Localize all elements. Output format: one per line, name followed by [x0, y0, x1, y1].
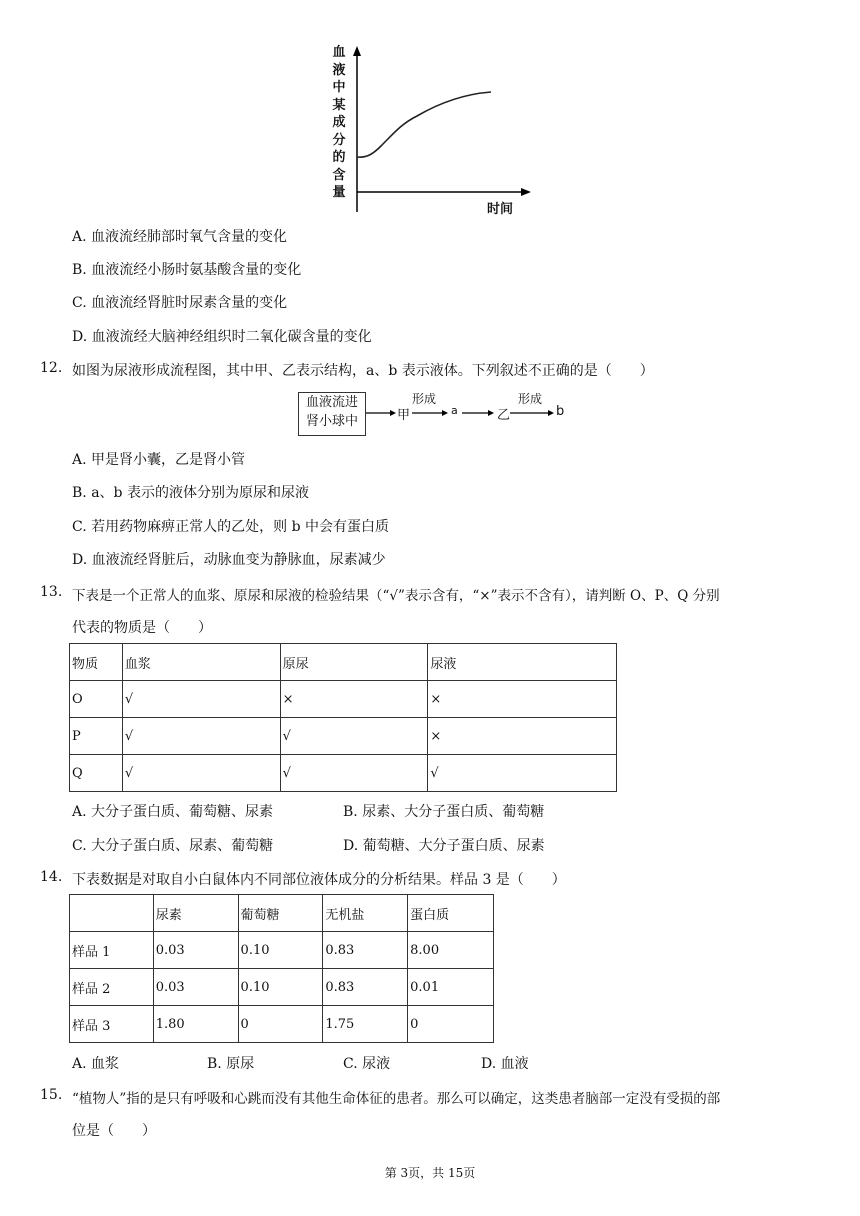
q13-option-b: B. 尿素、大分子蛋白质、葡萄糖	[343, 804, 545, 820]
q13-option-a: A. 大分子蛋白质、葡萄糖、尿素	[72, 804, 274, 820]
graph-svg	[345, 40, 535, 220]
flow-start-box	[298, 392, 366, 436]
graph-x-label: 时间	[487, 202, 514, 217]
q14-option-b: B. 原尿	[207, 1056, 255, 1072]
table-header-cell: 葡萄糖	[238, 895, 323, 932]
table-cell: O	[70, 681, 123, 718]
table-cell: √	[280, 718, 428, 755]
table-header-cell	[70, 895, 154, 932]
table-row	[70, 969, 494, 1006]
graph-curve	[357, 92, 491, 157]
table-cell: √	[122, 718, 280, 755]
q12-number: 12.	[40, 360, 63, 376]
q11-option-c: C. 血液流经肾脏时尿素含量的变化	[72, 295, 288, 311]
table-cell: 样品 2	[70, 969, 154, 1006]
table-cell: √	[122, 681, 280, 718]
q13-number: 13.	[40, 584, 63, 600]
q14-option-c: C. 尿液	[343, 1056, 391, 1072]
table-cell: 1.80	[153, 1006, 238, 1043]
table-header-cell: 血浆	[122, 644, 280, 681]
table-header-row	[70, 895, 494, 932]
q15-number: 15.	[40, 1087, 63, 1103]
table-header-row	[70, 644, 617, 681]
table-cell: 0	[238, 1006, 323, 1043]
table-cell: ×	[428, 681, 617, 718]
q14-table	[69, 894, 494, 1043]
table-cell: ×	[428, 718, 617, 755]
graph-y-arrow	[353, 46, 361, 56]
q12-text: 如图为尿液形成流程图，其中甲、乙表示结构，a、b 表示液体。下列叙述不正确的是（ ）	[72, 363, 654, 379]
flow-jia: 甲	[397, 408, 411, 423]
table-row	[70, 755, 617, 792]
table-cell: √	[122, 755, 280, 792]
table-cell: √	[280, 755, 428, 792]
table-cell: 0.03	[153, 969, 238, 1006]
flow-yi: 乙	[497, 408, 511, 423]
q15-text-line2: 位是（ ）	[72, 1123, 156, 1139]
q12-option-a: A. 甲是肾小囊，乙是肾小管	[72, 452, 246, 468]
flow-a: a	[451, 404, 458, 417]
table-header-cell: 原尿	[280, 644, 428, 681]
q14-option-d: D. 血液	[481, 1056, 529, 1072]
q11-option-b: B. 血液流经小肠时氨基酸含量的变化	[72, 262, 302, 278]
q11-option-a: A. 血液流经肺部时氧气含量的变化	[72, 229, 288, 245]
table-cell: 0.01	[408, 969, 494, 1006]
q12-option-b: B. a、b 表示的液体分别为原尿和尿液	[72, 485, 309, 501]
table-cell: 0.83	[323, 969, 408, 1006]
table-row	[70, 681, 617, 718]
table-cell: ×	[280, 681, 428, 718]
table-cell: 0.83	[323, 932, 408, 969]
q14-text: 下表数据是对取自小白鼠体内不同部位液体成分的分析结果。样品 3 是（ ）	[72, 872, 566, 888]
table-row	[70, 1006, 494, 1043]
table-cell: 8.00	[408, 932, 494, 969]
q12-option-d: D. 血液流经肾脏后，动脉血变为静脉血，尿素减少	[72, 552, 386, 568]
table-cell: √	[428, 755, 617, 792]
q14-number: 14.	[40, 869, 63, 885]
flow-form1: 形成	[412, 392, 437, 406]
table-cell: Q	[70, 755, 123, 792]
flow-box-line1: 血液流进	[305, 395, 358, 410]
q15-text-line1: “植物人”指的是只有呼吸和心跳而没有其他生命体征的患者。那么可以确定，这类患者脑部一定没有受损的部	[72, 1091, 721, 1107]
q11-option-d: D. 血液流经大脑神经组织时二氧化碳含量的变化	[72, 329, 372, 345]
table-cell: 样品 3	[70, 1006, 154, 1043]
table-cell: 0	[408, 1006, 494, 1043]
table-header-cell: 尿素	[153, 895, 238, 932]
table-row	[70, 718, 617, 755]
flow-form2: 形成	[518, 392, 543, 406]
q13-text-line1: 下表是一个正常人的血浆、原尿和尿液的检验结果（“√”表示含有，“×”表示不含有），请判断 O、P、Q 分别	[72, 588, 720, 604]
table-cell: P	[70, 718, 123, 755]
q13-table	[69, 643, 617, 792]
table-header-cell: 无机盐	[323, 895, 408, 932]
flow-b: b	[556, 404, 565, 419]
flow-box-line2: 肾小球中	[305, 414, 358, 429]
table-header-cell: 尿液	[428, 644, 617, 681]
table-header-cell: 物质	[70, 644, 123, 681]
q13-option-d: D. 葡萄糖、大分子蛋白质、尿素	[343, 838, 545, 854]
table-row	[70, 932, 494, 969]
table-cell: 样品 1	[70, 932, 154, 969]
page-footer: 第 3页，共 15页	[384, 1166, 476, 1180]
table-header-cell: 蛋白质	[408, 895, 494, 932]
table-cell: 0.10	[238, 932, 323, 969]
q12-option-c: C. 若用药物麻痹正常人的乙处，则 b 中会有蛋白质	[72, 519, 389, 535]
q14-option-a: A. 血浆	[72, 1056, 120, 1072]
graph-y-label: 血液中某成分的含量	[332, 45, 346, 200]
graph-x-arrow	[521, 188, 531, 196]
table-cell: 0.03	[153, 932, 238, 969]
table-cell: 0.10	[238, 969, 323, 1006]
q13-text-line2: 代表的物质是（ ）	[72, 620, 212, 636]
table-cell: 1.75	[323, 1006, 408, 1043]
q13-option-c: C. 大分子蛋白质、尿素、葡萄糖	[72, 838, 274, 854]
